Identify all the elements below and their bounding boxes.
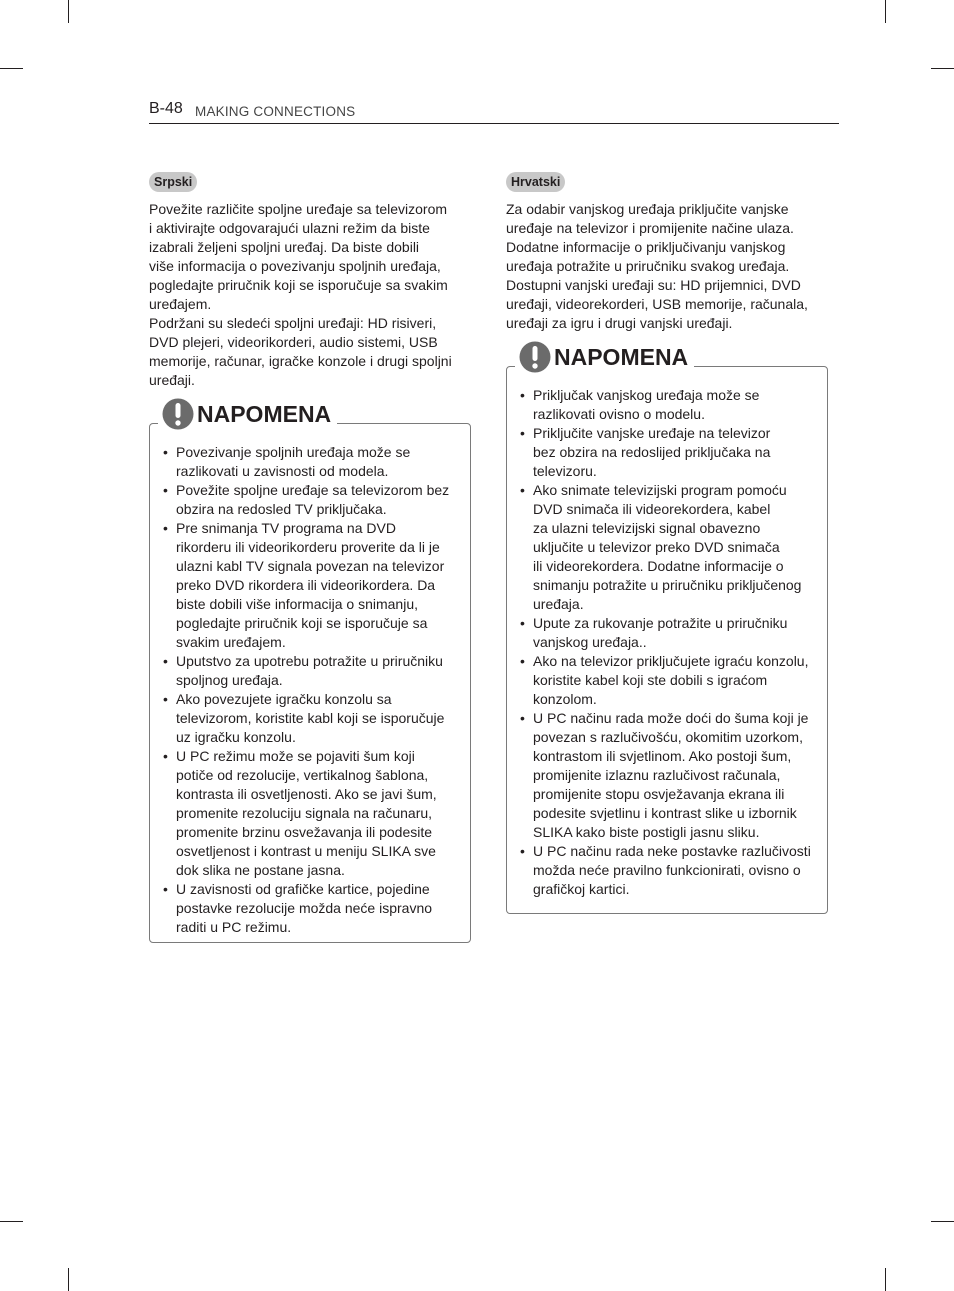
crop-mark: [68, 1268, 69, 1291]
crop-mark: [885, 1268, 886, 1291]
note-list: [163, 443, 463, 937]
text-line: uređaji za igru i drugi vanjski uređaji.: [506, 315, 733, 331]
language-badge: Hrvatski: [506, 172, 565, 192]
left-column: [149, 172, 467, 390]
text-line: uređaji.: [149, 372, 195, 388]
language-badge: Srpski: [149, 172, 197, 192]
text-line: Povežite različite spoljne uređaje sa televizorom: [149, 201, 448, 217]
note-item: • U PC načinu rada neke postavke razlučivosti možda neće pravilno funkcionirati, ovisno o grafičkoj kartici.: [520, 842, 820, 899]
note-box: [506, 344, 828, 914]
note-item: • Upute za rukovanje potražite u priručniku vanjskog uređaja..: [520, 614, 820, 652]
note-item: • U PC režimu može se pojaviti šum koji potiče od rezolucije, vertikalnog šablona, kontrasta ili osvetljenosti. Ako se javi šum, promenite rezoluciju signala na računaru, promenite brzinu osvežavanja ili podesite osvetljenost i kontrast u meniju SLIKA sve dok slika ne postane jasna.: [163, 747, 463, 880]
note-item: • U zavisnosti od grafičke kartice, pojedine postavke rezolucije možda neće ispravno raditi u PC režimu.: [163, 880, 463, 937]
note-item: • Povežite spoljne uređaje sa televizorom bez obzira na redosled TV priključaka.: [163, 481, 463, 519]
note-item: • Ako snimate televizijski program pomoću DVD snimača ili videorekordera, kabel za ulazni televizijski signal obavezno uključite u televizor preko DVD snimača ili videorekordera. Dodatne informacije o snimanju potražite u priručniku priključenog uređaja.: [520, 481, 820, 614]
intro-text: [506, 200, 824, 333]
text-line: Dostupni vanjski uređaji su: HD prijemnici, DVD: [506, 277, 801, 293]
exclamation-icon: [519, 341, 551, 373]
text-line: pogledajte priručnik koji se isporučuje sa svakim: [149, 277, 448, 293]
note-item: • Ako povezujete igračku konzolu sa televizorom, koristite kabl koji se isporučuje uz igračku konzolu.: [163, 690, 463, 747]
note-box: [149, 401, 471, 943]
text-line: uređaje na televizor i promijenite načine ulaza.: [506, 220, 794, 236]
text-line: i aktivirajte odgovarajući ulazni režim da biste: [149, 220, 430, 236]
note-list: [520, 386, 820, 899]
note-item: • Pre snimanja TV programa na DVD rikorderu ili videorikorderu proverite da li je ulazni kabl TV signala povezan na televizor preko DVD rikordera ili videorikordera. Da biste dobili više informacija o snimanju, pogledajte priručnik koji se isporučuje sa svakim uređajem.: [163, 519, 463, 652]
text-line: Podržani su sledeći spoljni uređaji: HD risiveri,: [149, 315, 437, 331]
text-line: memorije, računar, igračke konzole i drugi spoljni: [149, 353, 452, 369]
page-header: [149, 100, 839, 124]
text-line: više informacija o povezivanju spoljnih uređaja,: [149, 258, 441, 274]
note-item: • U PC načinu rada može doći do šuma koji je povezan s razlučivošću, okomitim uzorkom, kontrastom ili svjetlinom. Ako postoji šum, promijenite izlaznu razlučivost računala, promijenite stopu osvježavanja ekrana ili podesite svjetlinu i kontrast slike u izbornik SLIKA kako biste postigli jasnu sliku.: [520, 709, 820, 842]
note-item: • Ako na televizor priključujete igraću konzolu, koristite kabel koji ste dobili s igraćom konzolom.: [520, 652, 820, 709]
exclamation-icon: [162, 398, 194, 430]
crop-mark: [0, 1221, 23, 1222]
text-line: Dodatne informacije o priključivanju vanjskog: [506, 239, 786, 255]
note-item: • Priključak vanjskog uređaja može se razlikovati ovisno o modelu.: [520, 386, 820, 424]
right-column: [506, 172, 824, 333]
text-line: uređajem.: [149, 296, 212, 312]
crop-mark: [931, 1221, 954, 1222]
note-item: • Uputstvo za upotrebu potražite u priručniku spoljnog uređaja.: [163, 652, 463, 690]
section-title: MAKING CONNECTIONS: [195, 104, 356, 119]
crop-mark: [931, 68, 954, 69]
note-title: NAPOMENA: [197, 401, 332, 427]
note-item: • Povezivanje spoljnih uređaja može se razlikovati u zavisnosti od modela.: [163, 443, 463, 481]
text-line: uređaja potražite u priručniku svakog uređaja.: [506, 258, 790, 274]
crop-mark: [68, 0, 69, 23]
intro-text: [149, 200, 467, 390]
page-number: B-48: [149, 100, 183, 117]
note-header: [158, 398, 337, 430]
text-line: izabrali željeni spoljni uređaj. Da biste dobili: [149, 239, 420, 255]
note-header: [515, 341, 694, 373]
crop-mark: [885, 0, 886, 23]
note-title: NAPOMENA: [554, 344, 689, 370]
text-line: uređaji, videorekorderi, USB memorije, računala,: [506, 296, 808, 312]
text-line: Za odabir vanjskog uređaja priključite vanjske: [506, 201, 789, 217]
crop-mark: [0, 68, 23, 69]
text-line: DVD plejeri, videorikorderi, audio sistemi, USB: [149, 334, 438, 350]
note-item: • Priključite vanjske uređaje na televizor bez obzira na redoslijed priključaka na televizoru.: [520, 424, 820, 481]
